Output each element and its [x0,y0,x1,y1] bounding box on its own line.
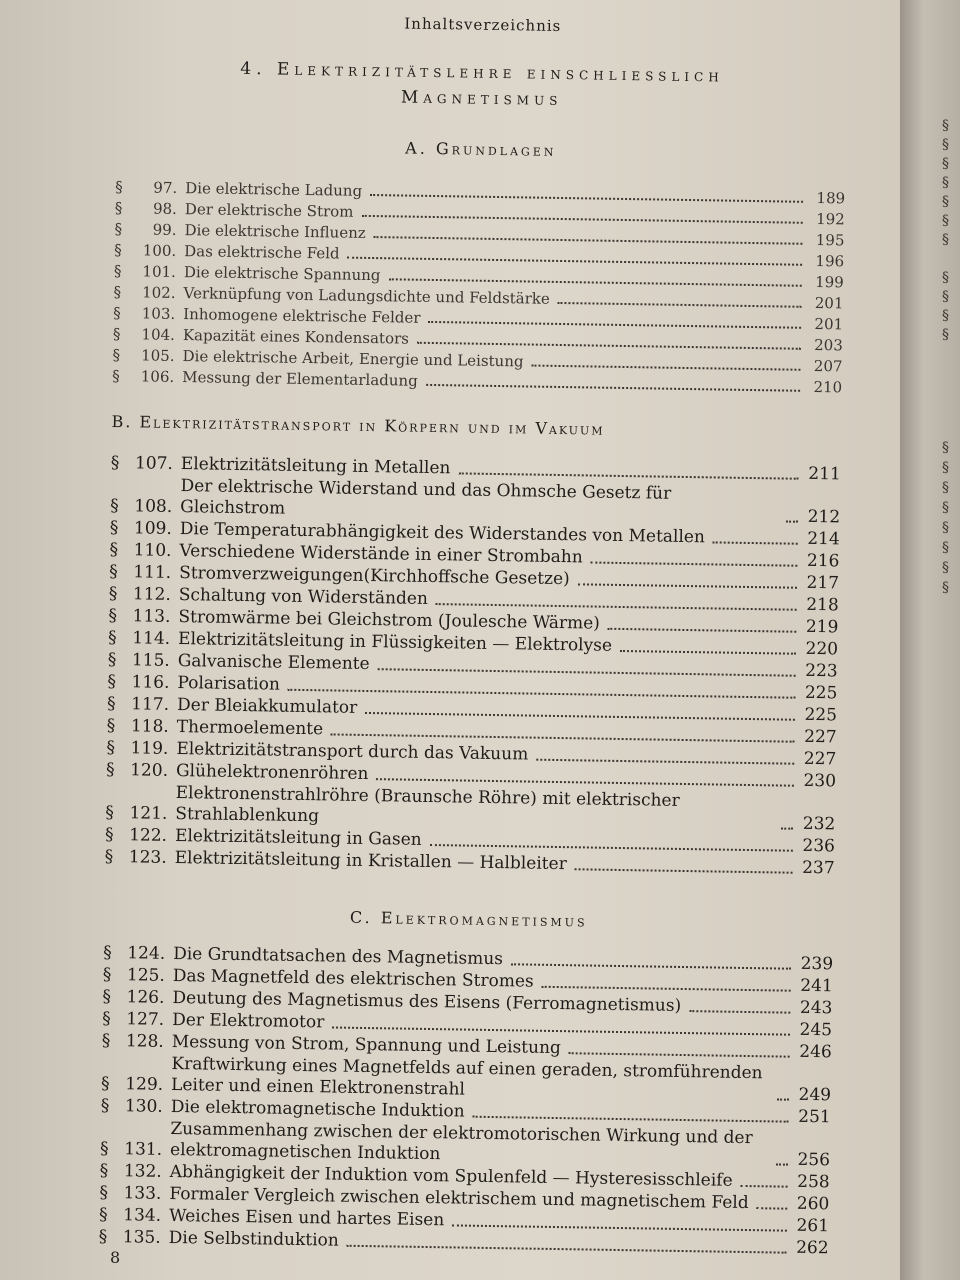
toc-list-grundlagen [112,177,845,397]
section-sign: § [100,1095,110,1116]
entry-page: 239 [800,953,834,975]
dot-leader [378,668,796,677]
entry-number: 118. [130,716,169,737]
section-sign: § [107,627,117,649]
entry-title: Zusammenhang zwischen der elektromotorischen Wirkung und der elektromagnetischen Induktion [169,1118,753,1165]
entry-page: 210 [813,377,843,397]
entry-title: Die Grundtatsachen des Magnetismus [173,943,504,970]
section-sign: § [104,846,114,868]
entry-number: 131. [124,1139,163,1160]
section-sign: § [114,219,123,239]
entry-number: 109. [133,518,173,539]
entry-title: Kraftwirkung eines Magnetfelds auf einen geraden, stromführenden Leiter und einen Elektronenstrahl [170,1053,763,1100]
entry-title: Der Bleiakkumulator [176,695,358,718]
section-sign: § [109,561,118,583]
entry-number: 135. [122,1227,161,1248]
section-heading-b: B. Elektrizitätstransport in Körpern und im Vakuum [111,411,605,439]
entry-title: Die elektrische Influenz [184,221,366,242]
entry-number: 125. [126,965,165,986]
entry-page: 251 [798,1106,831,1128]
section-sign: § [110,452,120,474]
facing-page-edge [900,0,960,1280]
entry-number: 122. [129,825,168,846]
section-sign: § [99,1138,109,1159]
dot-leader [452,1224,787,1231]
entry-number: 107. [134,453,174,474]
facing-section-sign: § [942,500,949,516]
entry-page: 189 [816,188,846,208]
entry-page: 249 [798,1084,832,1106]
entry-page: 225 [804,704,838,726]
dot-leader [426,384,800,392]
dot-leader [786,521,798,523]
entry-title: Der elektrische Widerstand und das Ohmsche Gesetz für Gleichstrom [180,476,672,519]
entry-page: 220 [805,638,839,660]
entry-number: 119. [130,738,169,759]
dot-leader [430,844,793,852]
entry-number: 121. [129,803,168,824]
entry-page: 246 [799,1041,832,1063]
section-heading-c: C. Elektromagnetismus [349,907,588,931]
entry-page: 243 [799,997,833,1019]
section-sign: § [108,583,118,605]
dot-leader [689,1010,790,1014]
entry-number: 116. [131,672,170,693]
entry-title: Elektrizitätsleitung in Kristallen — Halbleiter [174,847,567,875]
section-sign: § [101,1030,111,1052]
entry-page: 201 [814,293,844,313]
dot-leader [365,712,795,721]
entry-page: 225 [804,682,838,704]
dot-leader [558,302,802,308]
entry-title: Deutung des Magnetismus des Eisens (Ferromagnetismus) [172,987,682,1016]
entry-page: 232 [802,813,836,835]
entry-page: 212 [807,506,841,528]
entry-page: 258 [797,1171,830,1193]
chapter-heading [116,54,847,117]
entry-page: 262 [796,1237,829,1259]
entry-number: 101. [142,262,177,281]
entry-page: 216 [806,550,840,572]
entry-title: Polarisation [177,673,281,695]
dot-leader [781,828,793,830]
entry-number: 128. [125,1031,164,1052]
entry-title: Weiches Eisen und hartes Eisen [168,1205,445,1231]
dot-leader [347,1245,787,1254]
entry-number: 115. [131,650,170,671]
facing-section-sign: § [942,156,949,172]
section-sign: § [105,802,115,824]
facing-section-sign: § [942,232,949,248]
facing-section-sign: § [942,194,949,210]
entry-page: 195 [815,230,845,250]
facing-section-sign: § [942,460,949,476]
entry-page: 261 [796,1215,830,1237]
entry-title: Glühelektronenröhren [175,761,369,785]
dot-leader [569,1052,790,1057]
entry-number: 106. [140,367,175,386]
entry-title: Der elektrische Strom [184,200,354,221]
entry-number: 113. [132,606,171,627]
dot-leader [578,583,797,588]
dot-leader [347,257,802,266]
entry-page: 201 [814,314,844,334]
entry-number: 120. [130,760,169,781]
facing-section-sign: § [942,175,949,191]
entry-page: 260 [796,1193,830,1215]
entry-number: 104. [141,325,176,344]
dot-leader [417,342,801,350]
entry-page: 207 [813,356,843,376]
section-sign: § [107,649,117,671]
section-sign: § [112,366,120,386]
dot-leader [713,541,798,544]
entry-title: Die elektrische Arbeit, Energie und Leistung [182,347,524,371]
dot-leader [511,963,791,969]
dot-leader [428,321,801,329]
entry-title: Die elektrische Spannung [183,263,381,285]
entry-number: 110. [133,540,172,561]
facing-section-sign: § [942,520,949,536]
section-sign: § [100,1073,110,1094]
section-sign: § [101,1008,111,1030]
entry-number: 133. [123,1183,162,1204]
dot-leader [620,650,796,655]
entry-page: 217 [806,572,840,594]
entry-page: 227 [803,748,837,770]
entry-page: 236 [802,835,836,857]
entry-number: 98. [152,199,178,218]
section-sign: § [102,964,112,986]
entry-title: Elektrizitätsleitung in Metallen [180,454,451,479]
section-sign: § [114,198,123,218]
dot-leader [374,236,803,245]
entry-number: 129. [125,1074,164,1095]
entry-title: Elektronenstrahlröhre (Braunsche Röhre) mit elektrischer Strahlablenkung [175,783,680,827]
running-head: Inhaltsverzeichnis [404,14,562,35]
section-sign: § [104,824,114,846]
section-sign: § [109,517,119,539]
facing-section-sign: § [942,580,949,596]
entry-title: Messung von Strom, Spannung und Leistung [171,1031,562,1059]
entry-page: 219 [805,616,839,638]
section-sign: § [108,605,118,627]
section-sign: § [103,942,112,964]
entry-number: 111. [133,562,172,583]
facing-section-sign: § [942,440,949,456]
entry-page: 237 [801,857,835,879]
entry-page: 203 [814,335,843,355]
entry-page: 223 [805,660,838,682]
entry-title: Messung der Elementarladung [182,368,418,390]
entry-title: Inhomogene elektrische Felder [183,305,421,327]
entry-number: 97. [153,178,178,197]
entry-title: Stromwärme bei Gleichstrom (Joulesche Wärme) [178,607,601,634]
section-sign: § [105,759,115,781]
entry-page: 196 [815,251,845,271]
facing-section-sign: § [942,213,949,229]
dot-leader [436,603,797,611]
page-number: 8 [110,1248,121,1267]
dot-leader [608,628,797,633]
entry-number: 127. [126,1009,165,1030]
entry-title: Die Temperaturabhängigkeit des Widerstandes von Metallen [179,519,706,548]
entry-title: Elektrizitätstransport durch das Vakuum [176,739,529,765]
dot-leader [458,472,798,479]
entry-number: 124. [127,943,166,964]
entry-title: Thermoelemente [176,717,324,740]
facing-section-sign: § [942,560,949,576]
dot-leader [332,1026,790,1035]
section-sign: § [98,1204,108,1225]
section-sign: § [113,261,122,281]
entry-title: Verknüpfung von Ladungsdichte und Feldstärke [183,284,550,308]
section-sign: § [112,324,121,344]
chapter-heading-line2: Magnetismus [400,87,563,110]
toc-list-elektromagnetismus [99,943,834,1259]
facing-section-sign: § [942,289,949,305]
dot-leader [370,194,803,203]
entry-page: 241 [800,975,833,997]
entry-number: 130. [124,1096,163,1117]
toc-content [99,10,848,1260]
dot-leader [591,561,798,566]
dot-leader [757,1207,788,1209]
entry-title: Kapazität eines Kondensators [182,326,410,348]
entry-number: 108. [134,496,173,517]
dot-leader [376,778,794,787]
entry-page: 192 [816,209,845,229]
entry-number: 102. [142,283,176,302]
section-sign: § [107,671,117,693]
dot-leader [575,868,793,873]
facing-section-sign: § [942,137,949,153]
entry-title: Die elektromagnetische Induktion [170,1096,465,1122]
facing-section-sign: § [942,540,949,556]
section-sign: § [98,1226,108,1247]
entry-title: Abhängigkeit der Induktion vom Spulenfeld — Hysteresisschleife [169,1161,733,1191]
entry-number: 126. [126,987,165,1008]
entry-title: Verschiedene Widerstände in einer Strombahn [179,541,583,568]
chapter-heading-line1: 4. Elektrizitätslehre einschliesslich [240,58,724,87]
dot-leader [542,986,791,992]
section-sign: § [113,303,121,323]
entry-page: 230 [803,770,837,792]
section-sign: § [109,539,119,561]
toc-list-elektrizitaetstransport [105,453,841,879]
dot-leader [531,365,800,371]
entry-title: Formaler Vergleich zwischen elektrischem und magnetischem Feld [169,1183,749,1214]
entry-page: 214 [807,528,840,550]
dot-leader [777,1098,789,1100]
entry-page: 245 [799,1019,833,1041]
section-sign: § [106,715,116,737]
entry-number: 123. [128,847,167,868]
entry-title: Das elektrische Feld [184,242,340,263]
section-sign: § [99,1160,109,1181]
entry-number: 114. [132,628,171,649]
section-sign: § [106,737,116,759]
entry-number: 117. [131,694,170,715]
section-sign: § [113,282,122,302]
entry-title: Galvanische Elemente [177,651,370,675]
facing-section-sign: § [942,118,949,134]
dot-leader [776,1163,788,1165]
facing-section-sign: § [942,480,949,496]
entry-number: 132. [123,1161,162,1182]
section-sign: § [115,177,123,197]
entry-page: 227 [804,726,837,748]
entry-number: 134. [123,1205,162,1226]
entry-number: 105. [141,346,175,365]
section-sign: § [102,986,112,1008]
section-sign: § [112,345,121,365]
entry-title: Schaltung von Widerständen [178,585,429,609]
section-heading-a: A. Grundlagen [405,138,557,160]
dot-leader [388,278,801,286]
entry-page: 199 [815,272,844,292]
entry-title: Die elektrische Ladung [185,179,363,200]
entry-page: 211 [808,463,841,485]
entry-title: Der Elektromotor [171,1009,325,1033]
entry-number: 100. [142,241,177,260]
entry-number: 103. [141,304,176,323]
entry-title: Stromverzweigungen(Kirchhoffsche Gesetze) [179,563,570,590]
dot-leader [331,733,795,742]
dot-leader [473,1116,789,1123]
dot-leader [361,215,802,224]
facing-section-sign: § [942,270,949,286]
facing-section-sign: § [942,327,949,343]
entry-title: Das Magnetfeld des elektrischen Stromes [172,965,534,992]
entry-title: Die Selbstinduktion [168,1227,339,1251]
entry-page: 218 [806,594,839,616]
dot-leader [536,759,794,765]
entry-number: 112. [132,584,171,605]
section-sign: § [110,495,119,517]
section-sign: § [114,240,122,260]
entry-number: 99. [152,220,177,239]
section-sign: § [106,693,116,715]
facing-section-sign: § [942,308,949,324]
entry-page: 256 [797,1149,831,1171]
entry-title: Elektrizitätsleitung in Gasen [174,825,422,850]
section-sign: § [99,1182,109,1203]
dot-leader [741,1185,788,1188]
entry-title: Elektrizitätsleitung in Flüssigkeiten — Elektrolyse [177,629,613,656]
